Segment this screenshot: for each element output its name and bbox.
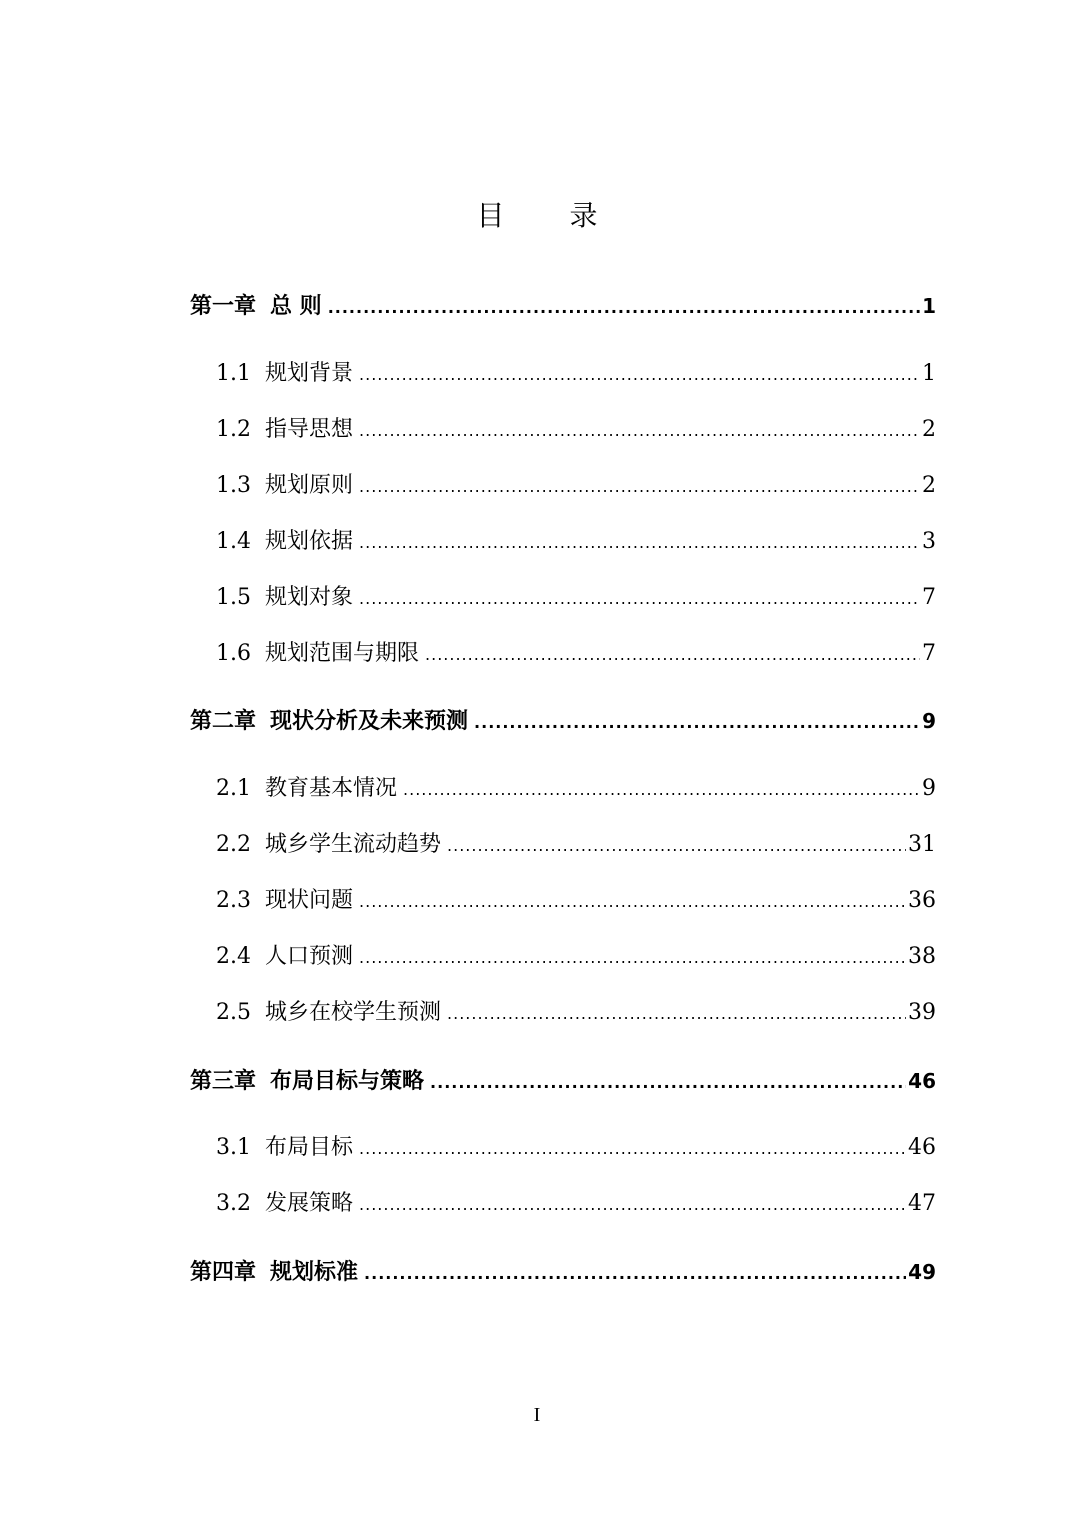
toc-entry-section-2-1[interactable] (216, 771, 936, 807)
toc-entry-number: 1.3 (216, 473, 251, 498)
toc-entry-number: 1.1 (216, 361, 251, 386)
toc-entry-page: 38 (908, 944, 936, 969)
toc-dot-leader (359, 940, 906, 976)
toc-entry-page: 31 (908, 832, 936, 857)
toc-entry-title: 规划依据 (265, 529, 354, 554)
toc-entry-number: 第三章 (190, 1069, 257, 1094)
toc-dot-leader (359, 525, 920, 561)
toc-entry-title: 发展策略 (265, 1191, 354, 1216)
toc-entry-page: 1 (922, 294, 936, 318)
toc-dot-leader (364, 1256, 906, 1292)
toc-entry-page: 47 (908, 1191, 936, 1216)
toc-entry-section-1-3[interactable] (216, 468, 936, 504)
toc-entry-page: 46 (908, 1135, 936, 1160)
toc-dot-leader (447, 996, 906, 1032)
toc-entry-number: 1.4 (216, 529, 251, 554)
toc-entry-section-2-2[interactable] (216, 827, 936, 863)
toc-entry-section-2-5[interactable] (216, 995, 936, 1031)
toc-entry-number: 2.2 (216, 832, 251, 857)
toc-entry-page: 49 (908, 1260, 936, 1284)
toc-entry-section-1-4[interactable] (216, 524, 936, 560)
toc-entry-number: 3.1 (216, 1135, 251, 1160)
toc-dot-leader (359, 1187, 906, 1223)
toc-entry-title: 总 则 (270, 294, 322, 319)
toc-entry-title: 规划原则 (265, 473, 354, 498)
toc-entry-section-3-2[interactable] (216, 1186, 936, 1222)
toc-entry-title: 现状分析及未来预测 (270, 709, 469, 734)
toc-entry-page: 1 (922, 361, 936, 386)
toc-entry-page: 46 (908, 1069, 936, 1093)
toc-entry-number: 2.3 (216, 888, 251, 913)
toc-entry-page: 2 (922, 417, 936, 442)
toc-entry-number: 第一章 (190, 294, 257, 319)
toc-entry-number: 1.6 (216, 641, 251, 666)
toc-dot-leader (359, 581, 920, 617)
toc-dot-leader (474, 705, 920, 741)
toc-dot-leader (430, 1065, 906, 1101)
toc-entry-chapter-2[interactable] (190, 703, 936, 739)
toc-dot-leader (359, 413, 920, 449)
toc-entry-page: 7 (922, 641, 936, 666)
toc-entry-number: 1.2 (216, 417, 251, 442)
toc-dot-leader (425, 637, 920, 673)
toc-dot-leader (359, 469, 920, 505)
page-number-footer: I (533, 1404, 541, 1426)
toc-entry-section-1-5[interactable] (216, 580, 936, 616)
toc-entry-title: 城乡学生流动趋势 (265, 832, 442, 857)
toc-entry-number: 2.5 (216, 1000, 251, 1025)
toc-entry-section-1-1[interactable] (216, 356, 936, 392)
toc-entry-section-1-2[interactable] (216, 412, 936, 448)
toc-entry-chapter-3[interactable] (190, 1063, 936, 1099)
toc-entry-title: 现状问题 (265, 888, 354, 913)
toc-entry-page: 9 (922, 709, 936, 733)
toc-entry-title: 规划背景 (265, 361, 354, 386)
toc-entry-title: 规划对象 (265, 585, 354, 610)
toc-entry-title: 教育基本情况 (265, 776, 398, 801)
toc-entry-number: 1.5 (216, 585, 251, 610)
toc-entry-number: 2.1 (216, 776, 251, 801)
toc-entry-number: 3.2 (216, 1191, 251, 1216)
toc-dot-leader (359, 884, 906, 920)
toc-entry-title: 人口预测 (265, 944, 354, 969)
toc-entry-title: 规划标准 (270, 1260, 359, 1285)
toc-dot-leader (328, 290, 920, 326)
toc-entry-number: 第二章 (190, 709, 257, 734)
toc-entry-page: 36 (908, 888, 936, 913)
toc-entry-title: 指导思想 (265, 417, 354, 442)
toc-entry-number: 第四章 (190, 1260, 257, 1285)
toc-entry-section-1-6[interactable] (216, 636, 936, 672)
toc-entry-title: 城乡在校学生预测 (265, 1000, 442, 1025)
toc-entry-number: 2.4 (216, 944, 251, 969)
toc-dot-leader (359, 357, 920, 393)
toc-entry-page: 2 (922, 473, 936, 498)
toc-entry-section-2-3[interactable] (216, 883, 936, 919)
toc-entry-section-3-1[interactable] (216, 1130, 936, 1166)
toc-entry-title: 布局目标与策略 (270, 1069, 425, 1094)
toc-dot-leader (403, 772, 920, 808)
toc-entry-page: 39 (908, 1000, 936, 1025)
toc-entry-page: 9 (922, 776, 936, 801)
toc-dot-leader (447, 828, 906, 864)
toc-entry-chapter-1[interactable] (190, 288, 936, 324)
toc-entry-title: 布局目标 (265, 1135, 354, 1160)
toc-entry-chapter-4[interactable] (190, 1254, 936, 1290)
toc-title: 目 录 (476, 199, 626, 232)
toc-entry-page: 3 (922, 529, 936, 554)
toc-dot-leader (359, 1131, 906, 1167)
toc-entry-section-2-4[interactable] (216, 939, 936, 975)
toc-entry-page: 7 (922, 585, 936, 610)
toc-entry-title: 规划范围与期限 (265, 641, 420, 666)
